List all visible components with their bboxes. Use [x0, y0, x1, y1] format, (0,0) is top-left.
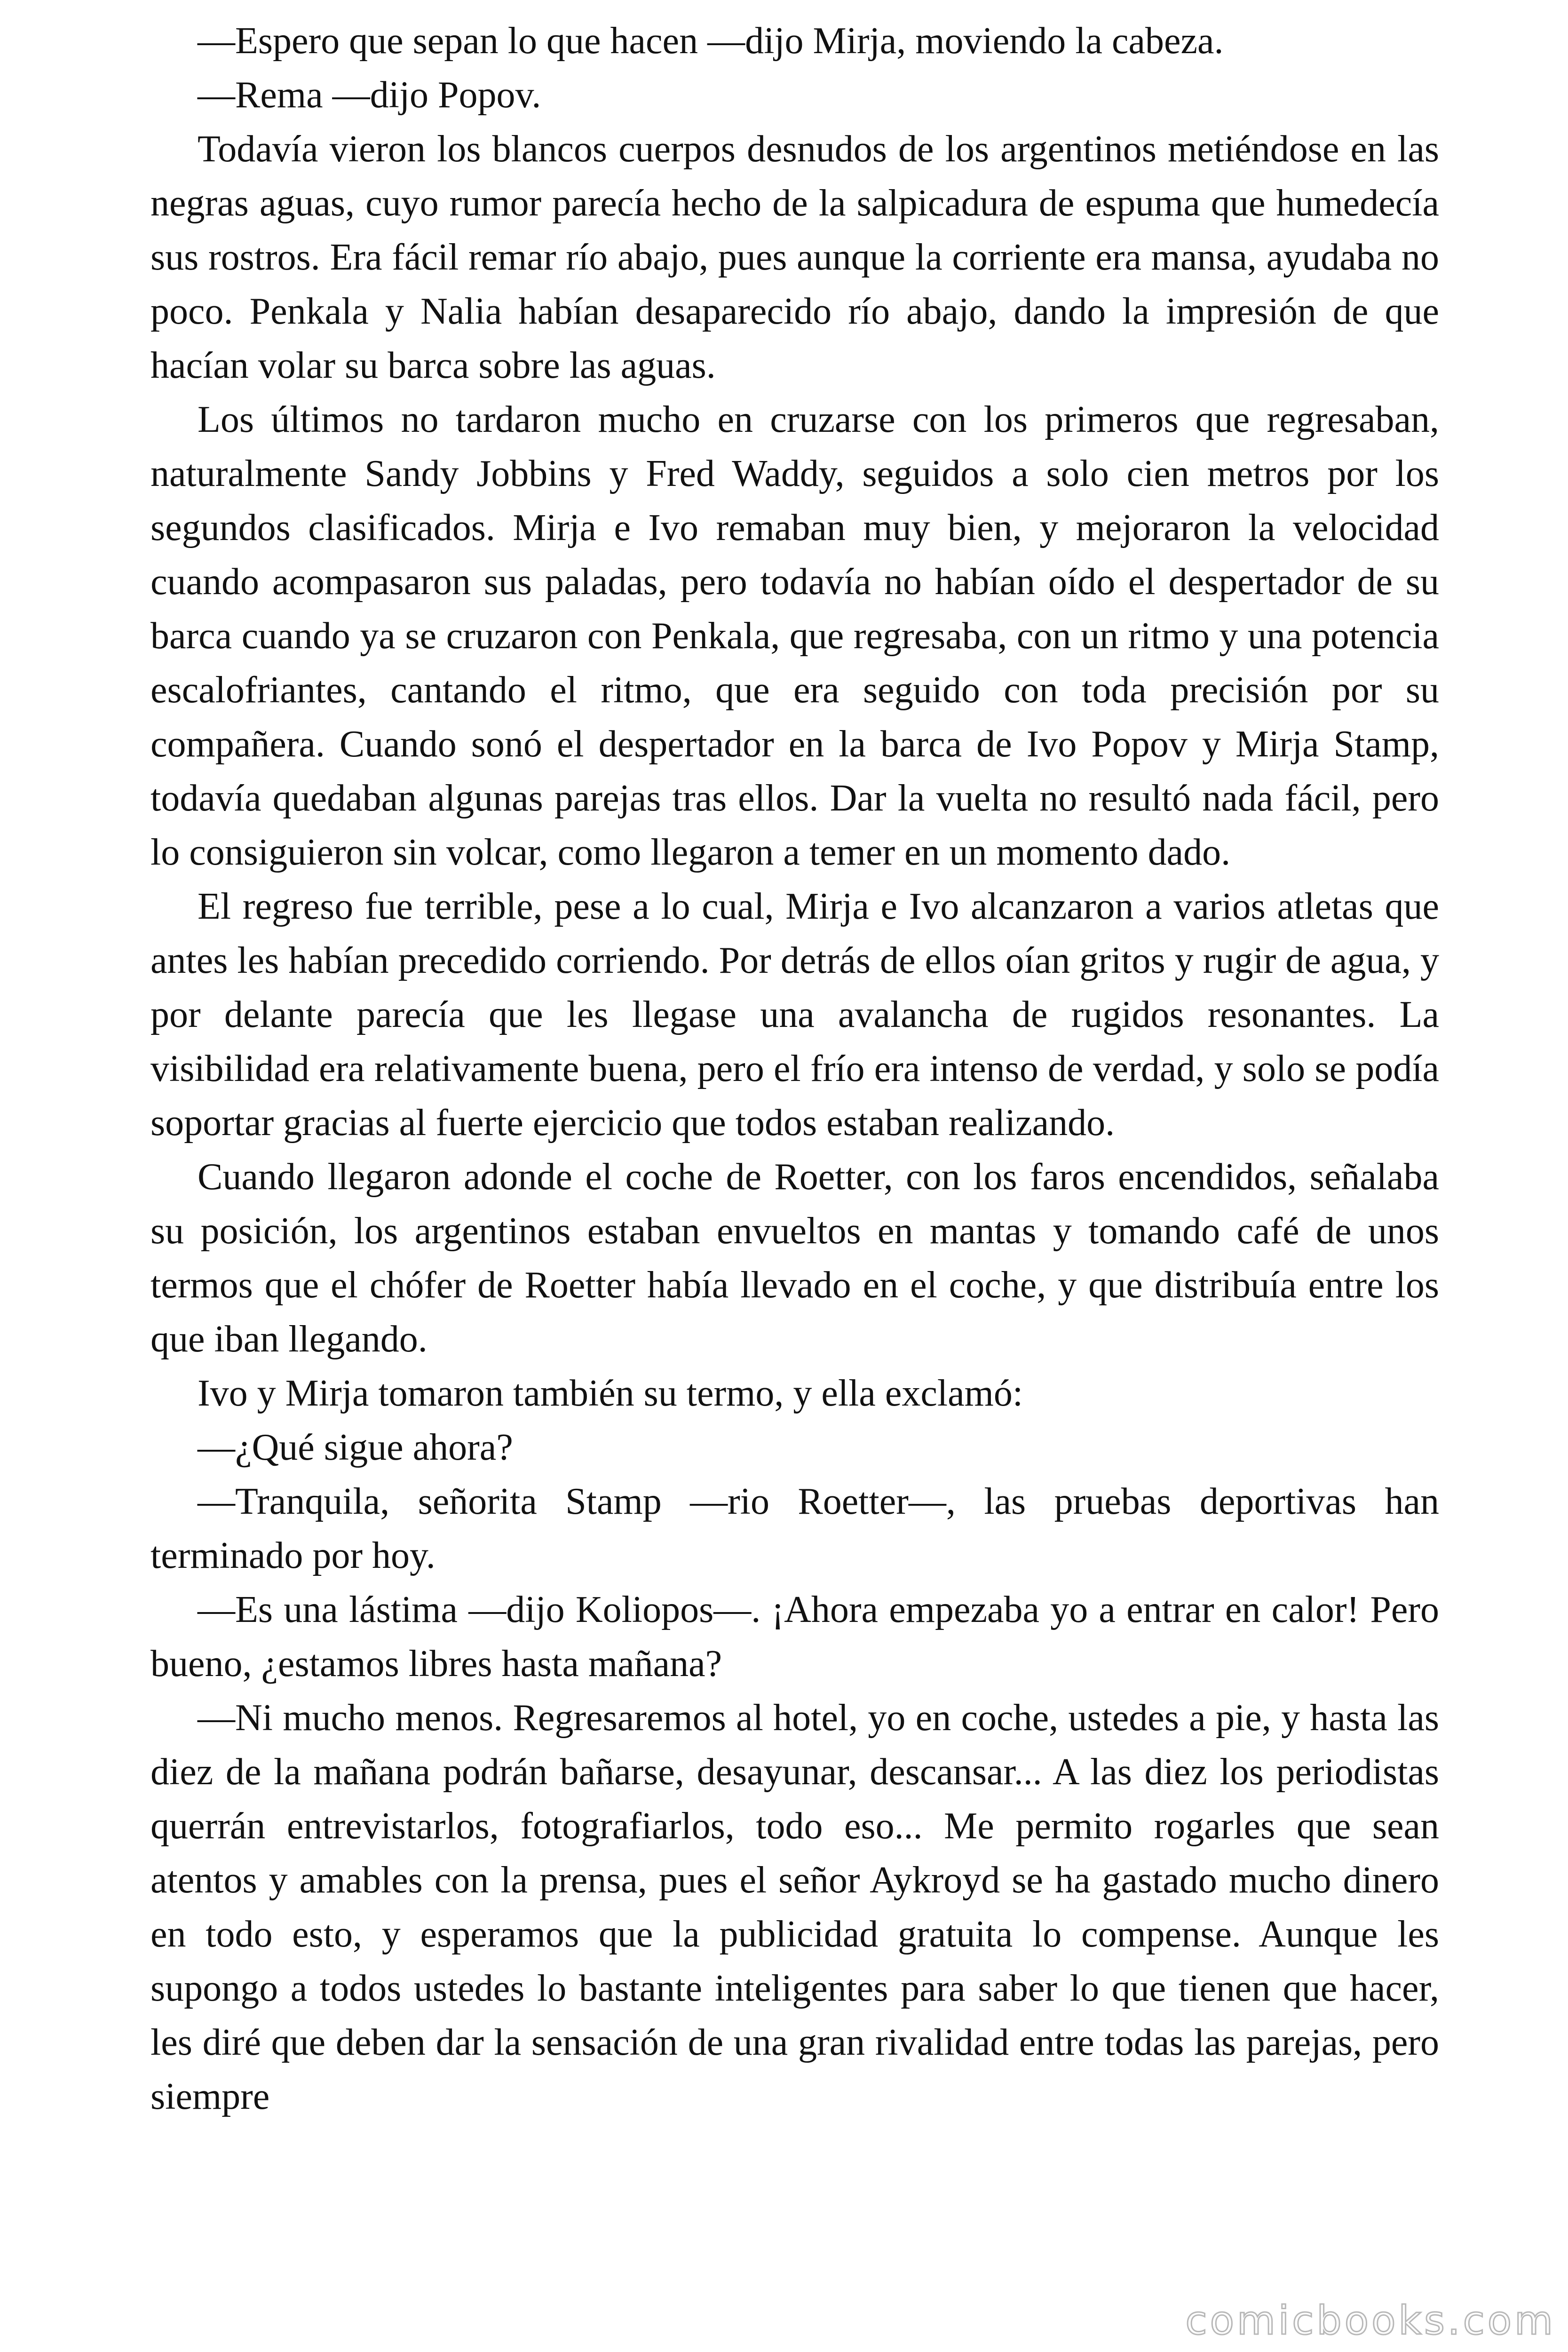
paragraph-2: —Rema —dijo Popov.: [198, 74, 541, 116]
book-page-text: [150, 14, 1439, 2124]
paragraph-7: Ivo y Mirja tomaron también su termo, y ella exclamó:: [198, 1373, 1023, 1414]
paragraph-6: Cuando llegaron adonde el coche de Roetter, con los faros encendidos, señalaba su posición, los argentinos estaban envueltos en mantas y tomando café de unos termos que el chófer de Roetter había llevado en el coche, y que distribuía entre los que iban llegando.: [150, 1156, 1439, 1360]
watermark: comicbooks.com: [1185, 2297, 1556, 2344]
paragraph-9: —Tranquila, señorita Stamp —rio Roetter—, las pruebas deportivas han terminado por hoy.: [150, 1481, 1439, 1576]
paragraph-11: —Ni mucho menos. Regresaremos al hotel, yo en coche, ustedes a pie, y hasta las diez de la mañana podrán bañarse, desayunar, descansar... A las diez los periodistas querrán entrevistarlos, fotografiarlos, todo eso... Me permito rogarles que sean atentos y amables con la prensa, pues el señor Aykroyd se ha gastado mucho dinero en todo esto, y esperamos que la publicidad gratuita lo compense. Aunque les supongo a todos ustedes lo bastante inteligentes para saber lo que tienen que hacer, les diré que deben dar la sensación de una gran rivalidad entre todas las parejas, pero siempre: [150, 1697, 1439, 2117]
paragraph-5: El regreso fue terrible, pese a lo cual, Mirja e Ivo alcanzaron a varios atletas que antes les habían precedido corriendo. Por detrás de ellos oían gritos y rugir de agua, y por delante parecía que les llegase una avalancha de rugidos resonantes. La visibilidad era relativamente buena, pero el frío era intenso de verdad, y solo se podía soportar gracias al fuerte ejercicio que todos estaban realizando.: [150, 886, 1439, 1144]
paragraph-4: Los últimos no tardaron mucho en cruzarse con los primeros que regresaban, naturalmente Sandy Jobbins y Fred Waddy, seguidos a solo cien metros por los segundos clasificados. Mirja e Ivo remaban muy bien, y mejoraron la velocidad cuando acompasaron sus paladas, pero todavía no habían oído el despertador de su barca cuando ya se cruzaron con Penkala, que regresaba, con un ritmo y una potencia escalofriantes, cantando el ritmo, que era seguido con toda precisión por su compañera. Cuando sonó el despertador en la barca de Ivo Popov y Mirja Stamp, todavía quedaban algunas parejas tras ellos. Dar la vuelta no resultó nada fácil, pero lo consiguieron sin volcar, como llegaron a temer en un momento dado.: [150, 399, 1439, 873]
paragraph-1: —Espero que sepan lo que hacen —dijo Mirja, moviendo la cabeza.: [198, 20, 1224, 62]
paragraph-3: Todavía vieron los blancos cuerpos desnudos de los argentinos metiéndose en las negras aguas, cuyo rumor parecía hecho de la salpicadura de espuma que humedecía sus rostros. Era fácil remar río abajo, pues aunque la corriente era mansa, ayudaba no poco. Penkala y Nalia habían desaparecido río abajo, dando la impresión de que hacían volar su barca sobre las aguas.: [150, 128, 1439, 386]
paragraph-10: —Es una lástima —dijo Koliopos—. ¡Ahora empezaba yo a entrar en calor! Pero bueno, ¿estamos libres hasta mañana?: [150, 1589, 1439, 1685]
paragraph-8: —¿Qué sigue ahora?: [198, 1427, 513, 1468]
